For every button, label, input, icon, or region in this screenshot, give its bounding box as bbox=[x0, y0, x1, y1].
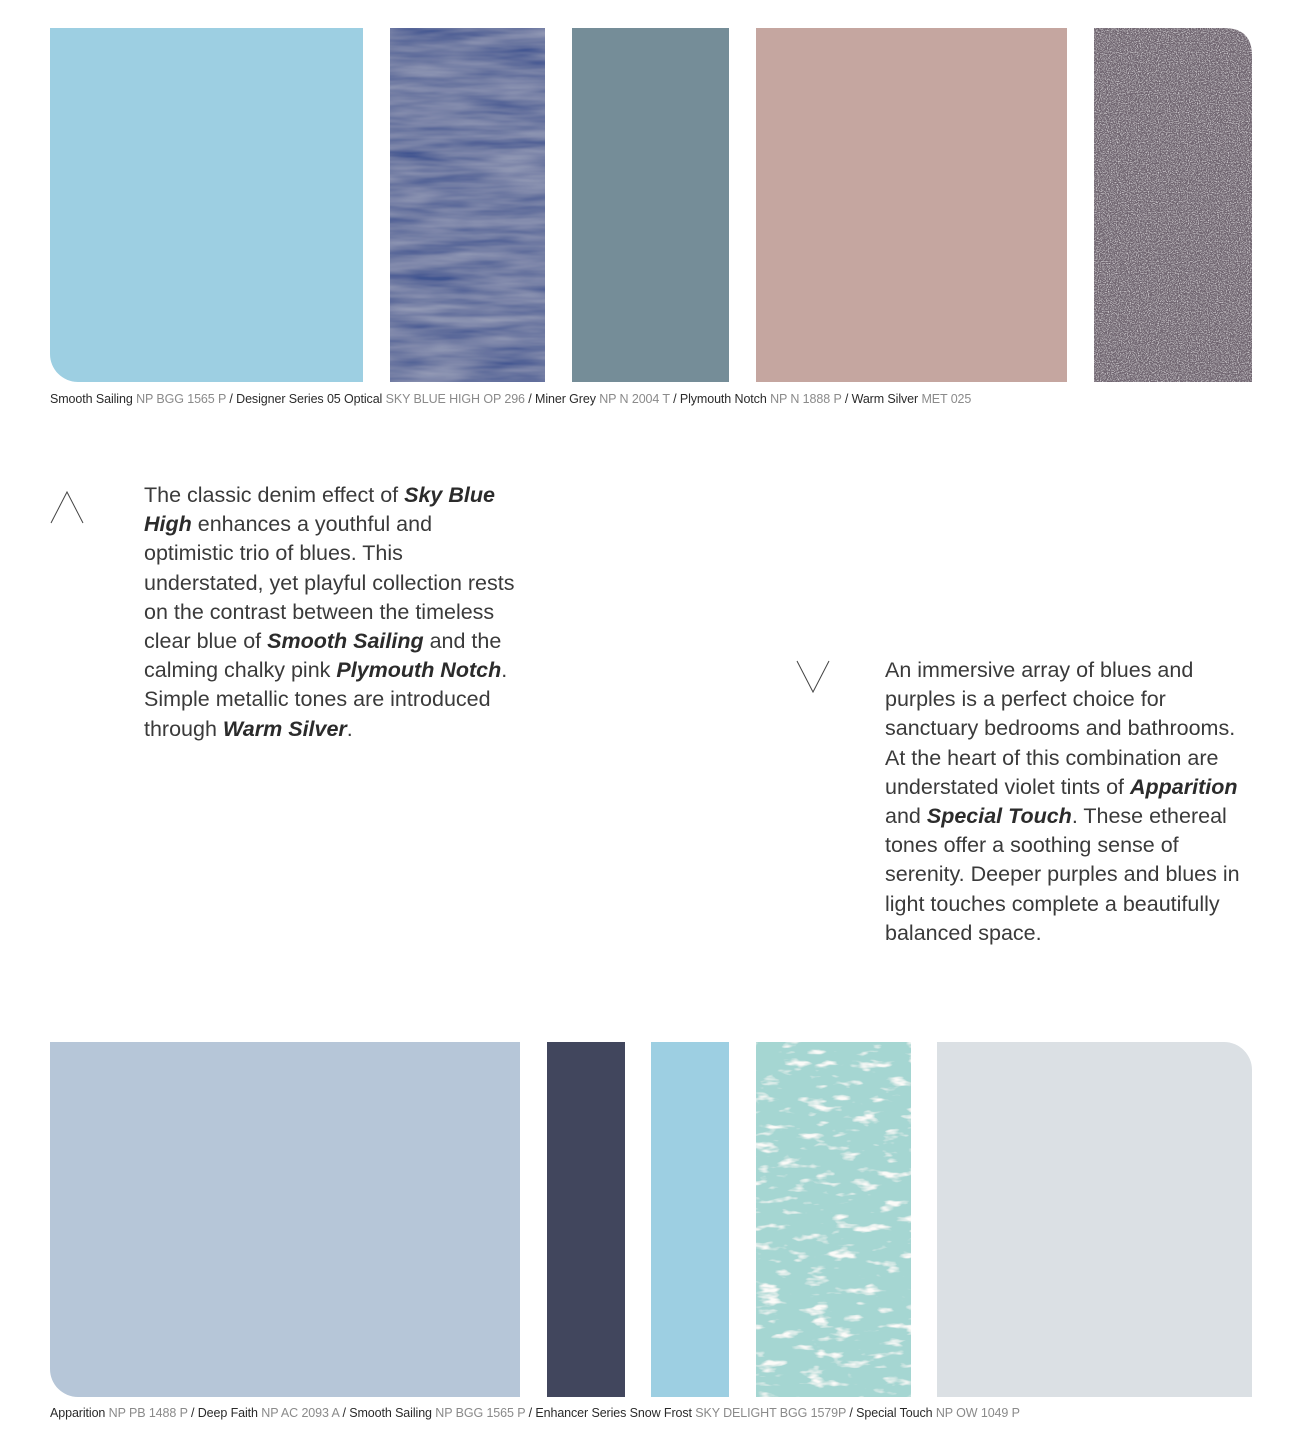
caret-down-icon bbox=[796, 660, 830, 694]
para-text: . Simple metallic tones are introduced through bbox=[144, 658, 508, 741]
para-emphasis: Apparition bbox=[1130, 774, 1238, 799]
palette-top-caption: Smooth Sailing NP BGG 1565 P / Designer Series 05 Optical SKY BLUE HIGH OP 296 / Miner Grey NP N 2004 T / Plymouth Notch NP N 1888 P / Warm Silver MET 025 bbox=[50, 392, 972, 406]
caret-up-icon bbox=[50, 490, 84, 524]
caption-name: Plymouth Notch bbox=[679, 392, 767, 406]
caption-name: Designer Series 05 Optical bbox=[236, 392, 383, 406]
paragraph-left bbox=[144, 481, 524, 744]
para-emphasis: Special Touch bbox=[926, 804, 1072, 829]
para-text: . bbox=[346, 716, 353, 741]
para-emphasis: Smooth Sailing bbox=[267, 629, 424, 654]
caption-code: SKY BLUE HIGH OP 296 bbox=[385, 392, 525, 406]
para-text: and bbox=[885, 804, 927, 829]
para-emphasis: Warm Silver bbox=[222, 716, 347, 741]
para-text: The classic denim effect of bbox=[144, 483, 405, 507]
caption-code: NP BGG 1565 P bbox=[136, 392, 227, 406]
caption-code: SKY DELIGHT BGG 1579P bbox=[695, 1406, 847, 1420]
caption-name: Smooth Sailing bbox=[349, 1406, 432, 1420]
swatch-warm-silver bbox=[1094, 28, 1252, 382]
swatch-deep-faith bbox=[547, 1042, 625, 1397]
caption-code: NP AC 2093 A bbox=[261, 1406, 340, 1420]
swatch-sky-blue-high bbox=[390, 28, 545, 382]
para-text: and the calming chalky pink bbox=[144, 629, 502, 683]
caption-code: NP BGG 1565 P bbox=[435, 1406, 526, 1420]
caption-name: Special Touch bbox=[856, 1406, 933, 1420]
caption-name: Miner Grey bbox=[535, 392, 596, 406]
para-text: . These ethereal tones offer a soothing sense of serenity. Deeper purples and blues in light touches complete a beautifully balanced space. bbox=[885, 804, 1240, 945]
paragraph-right bbox=[885, 656, 1257, 948]
caption-name: Smooth Sailing bbox=[50, 392, 133, 406]
caption-name: Deep Faith bbox=[197, 1406, 258, 1420]
caption-code: NP N 2004 T bbox=[599, 392, 670, 406]
swatch-plymouth-notch bbox=[756, 28, 1067, 382]
swatch-miner-grey bbox=[572, 28, 729, 382]
para-emphasis: Sky Blue High bbox=[144, 483, 495, 537]
swatch-smooth-sailing bbox=[50, 28, 363, 382]
para-emphasis: Plymouth Notch bbox=[336, 658, 502, 683]
caption-name: Apparition bbox=[50, 1406, 106, 1420]
swatch-apparition bbox=[50, 1042, 520, 1397]
swatch-special-touch bbox=[937, 1042, 1252, 1397]
para-text: An immersive array of blues and purples is a perfect choice for sanctuary bedrooms and bathrooms. At the heart of this combination are understated violet tints of bbox=[885, 658, 1236, 799]
swatch-snow-frost bbox=[756, 1042, 911, 1397]
caption-code: NP OW 1049 P bbox=[935, 1406, 1020, 1420]
caption-code: NP N 1888 P bbox=[770, 392, 842, 406]
caption-code: NP PB 1488 P bbox=[108, 1406, 188, 1420]
para-text: enhances a youthful and optimistic trio of blues. This understated, yet playful collection rests on the contrast between the timeless clear blue of bbox=[144, 512, 515, 654]
caption-name: Warm Silver bbox=[851, 392, 919, 406]
caption-name: Enhancer Series Snow Frost bbox=[535, 1406, 692, 1420]
swatch-smooth-sailing bbox=[651, 1042, 729, 1397]
caption-code: MET 025 bbox=[921, 392, 972, 406]
palette-bottom-caption: Apparition NP PB 1488 P / Deep Faith NP AC 2093 A / Smooth Sailing NP BGG 1565 P / Enhancer Series Snow Frost SKY DELIGHT BGG 1579P / Special Touch NP OW 1049 P bbox=[50, 1406, 1020, 1420]
